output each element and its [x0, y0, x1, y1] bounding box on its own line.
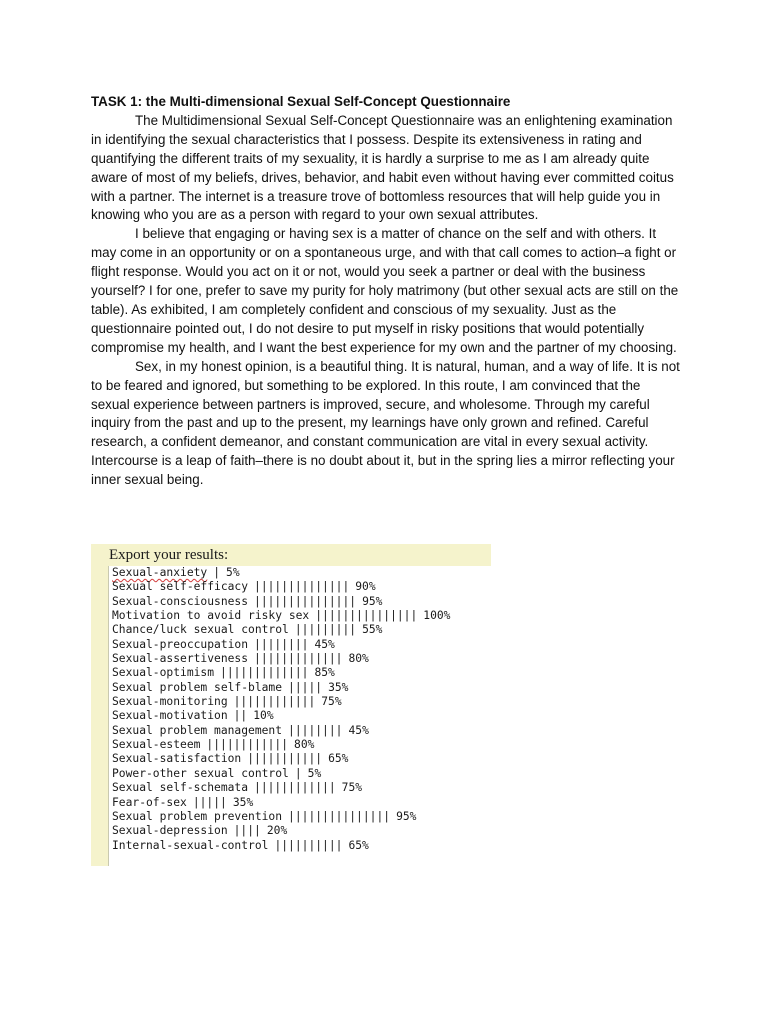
- result-row: [112, 724, 451, 738]
- result-percent: 65%: [348, 838, 369, 852]
- results-box: [108, 566, 492, 866]
- result-row: [112, 824, 451, 838]
- result-row: [112, 709, 451, 723]
- result-bar: |: [294, 766, 302, 780]
- results-title: Export your results:: [109, 547, 229, 563]
- result-bar: |||||: [288, 680, 323, 694]
- result-row: [112, 666, 451, 680]
- result-bar: |||||||||||||||: [315, 609, 418, 623]
- result-label: Sexual problem self-blame: [112, 680, 283, 694]
- result-percent: 65%: [328, 752, 349, 766]
- result-row: [112, 623, 451, 637]
- result-row: [112, 638, 451, 652]
- result-bar: ||||: [233, 824, 261, 838]
- result-label: Fear-of-sex: [112, 795, 187, 809]
- result-percent: 45%: [314, 637, 335, 651]
- result-percent: 20%: [266, 824, 288, 838]
- result-row: [112, 566, 451, 580]
- result-row: [112, 652, 451, 666]
- result-label: Sexual self-efficacy: [112, 580, 249, 594]
- result-percent: 85%: [314, 666, 335, 680]
- result-label: Sexual-depression: [112, 824, 228, 838]
- result-row: [112, 595, 451, 609]
- result-row: [112, 767, 451, 781]
- result-percent: 80%: [294, 738, 315, 752]
- result-row: [112, 810, 451, 824]
- result-bar: ||||||||||||||: [254, 580, 350, 594]
- result-row: [112, 695, 451, 709]
- result-bar: ||: [233, 709, 248, 723]
- essay-title: TASK 1: the Multi-dimensional Sexual Self-Concept Questionnaire: [91, 94, 511, 109]
- result-percent: 95%: [362, 594, 383, 608]
- result-label: Sexual-anxiety: [112, 566, 208, 579]
- result-label: Sexual-esteem: [112, 738, 201, 752]
- result-bar: |||||: [192, 795, 227, 809]
- result-percent: 100%: [423, 609, 451, 623]
- results-list: [112, 566, 451, 853]
- result-label: Sexual-optimism: [112, 666, 215, 680]
- result-percent: 5%: [307, 766, 322, 780]
- result-label: Motivation to avoid risky sex: [112, 609, 310, 623]
- result-row: [112, 796, 451, 810]
- result-percent: 80%: [348, 652, 369, 666]
- result-label: Sexual problem management: [112, 723, 283, 737]
- result-row: [112, 752, 451, 766]
- result-row: [112, 781, 451, 795]
- result-label: Sexual-preoccupation: [112, 637, 249, 651]
- essay-paragraph: The Multidimensional Sexual Self-Concept Questionnaire was an enlightening examination in identifying the sexual characteristics that I possess. Despite its extensiveness in rating and quantifying the different traits of my sexuality, it is hardly a surprise to me as I am already quite aware of most of my beliefs, drives, behavior, and habit even without having ever committed coitus with a partner. The internet is a treasure trove of bottomless resources that will help guide you in knowing who you are as a person with regard to your own sexual attributes.: [91, 112, 674, 223]
- result-label: Sexual-motivation: [112, 709, 228, 723]
- result-label: Sexual-assertiveness: [112, 652, 249, 666]
- result-bar: ||||||||: [254, 637, 309, 651]
- results-panel: [91, 544, 491, 866]
- result-percent: 45%: [348, 723, 369, 737]
- result-bar: |: [213, 566, 221, 579]
- result-bar: |||||||||||||||: [288, 809, 391, 823]
- result-label: Internal-sexual-control: [112, 838, 269, 852]
- result-bar: ||||||||||||: [254, 781, 336, 795]
- result-row: [112, 681, 451, 695]
- result-percent: 35%: [328, 680, 349, 694]
- result-percent: 95%: [396, 809, 417, 823]
- result-percent: 75%: [321, 695, 342, 709]
- result-bar: |||||||||||||: [254, 652, 343, 666]
- result-percent: 75%: [341, 781, 363, 795]
- result-label: Sexual-satisfaction: [112, 752, 242, 766]
- result-bar: |||||||||: [294, 623, 357, 637]
- result-label: Sexual self-schemata: [112, 781, 249, 795]
- result-bar: |||||||||||||: [220, 666, 309, 680]
- result-row: [112, 580, 451, 594]
- result-percent: 55%: [362, 623, 383, 637]
- result-bar: ||||||||||||: [233, 695, 316, 709]
- essay: [91, 93, 681, 490]
- essay-paragraph: Sex, in my honest opinion, is a beautiful thing. It is natural, human, and a way of life. It is not to be feared and ignored, but something to be explored. In this route, I am convinced that the sexual experience between partners is improved, secure, and wholesome. Through my careful inquiry from the past and up to the present, my learnings have only grown and refined. Careful research, a confident demeanor, and constant communication are vital in every sexual activity. Intercourse is a leap of faith–there is no doubt about it, but in the spring lies a mirror reflecting your inner sexual being.: [91, 358, 680, 488]
- result-percent: 35%: [232, 795, 254, 809]
- result-row: [112, 839, 451, 853]
- result-row: [112, 609, 451, 623]
- result-percent: 90%: [355, 580, 376, 594]
- result-label: Sexual-consciousness: [112, 594, 249, 608]
- result-bar: ||||||||||: [274, 838, 343, 852]
- result-label: Sexual problem prevention: [112, 809, 283, 823]
- result-bar: |||||||||||||||: [254, 594, 357, 608]
- result-label: Chance/luck sexual control: [112, 623, 289, 637]
- result-row: [112, 738, 451, 752]
- result-bar: ||||||||||||: [206, 738, 289, 752]
- result-label: Power-other sexual control: [112, 766, 289, 780]
- result-bar: |||||||||||: [247, 752, 323, 766]
- result-bar: ||||||||: [288, 723, 343, 737]
- essay-paragraph: I believe that engaging or having sex is a matter of chance on the self and with others. It may come in an opportunity or on a spontaneous urge, and with that call comes to action–a fight or flight response. Would you act on it or not, would you seek a partner or deal with the business yourself? I for one, prefer to save my purity for holy matrimony (but other sexual acts are still on the table). As exhibited, I am completely confident and conscious of my sexuality. Just as the questionnaire pointed out, I do not desire to put myself in risky positions that would potentially compromise my health, and I want the best experience for my own and the partner of my choosing.: [91, 226, 679, 355]
- result-label: Sexual-monitoring: [112, 695, 228, 709]
- result-percent: 5%: [226, 566, 240, 579]
- result-percent: 10%: [253, 709, 274, 723]
